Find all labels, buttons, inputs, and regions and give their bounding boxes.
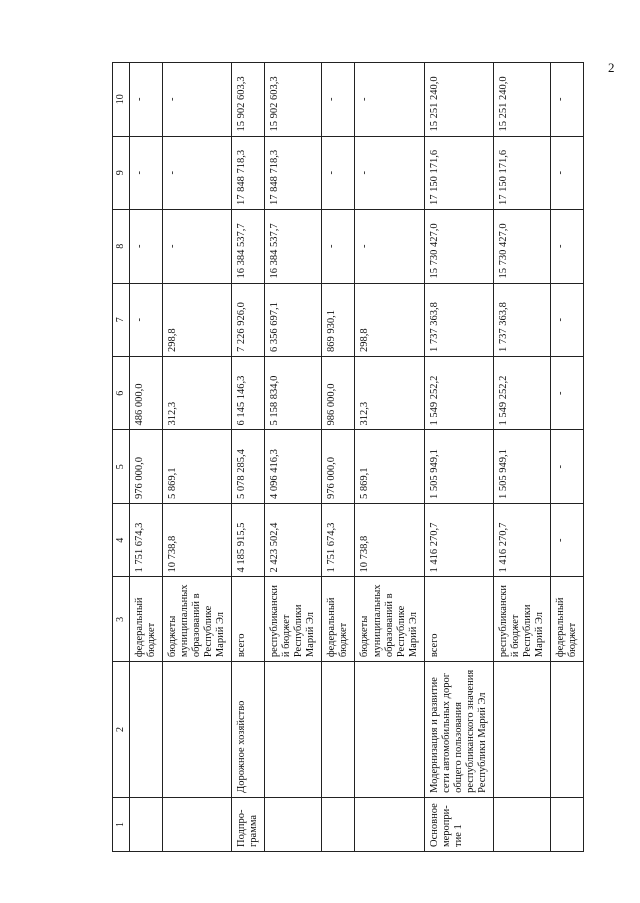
cell-program-name: Дорожное хозяйство: [231, 662, 264, 798]
cell-program-type: [162, 797, 231, 851]
budget-table: [112, 62, 584, 852]
cell-amount: -: [129, 136, 162, 209]
cell-amount: 6 356 697,1: [265, 283, 322, 356]
cell-amount: 15 730 427,0: [494, 210, 551, 283]
cell-funding-source: федеральный бюджет: [322, 577, 355, 662]
cell-amount: 1 549 252,2: [424, 357, 493, 430]
cell-amount: 15 730 427,0: [424, 210, 493, 283]
cell-amount: 4 185 915,5: [231, 503, 264, 576]
cell-amount: 298,8: [162, 283, 231, 356]
cell-amount: -: [162, 136, 231, 209]
cell-amount: -: [355, 210, 424, 283]
cell-program-name: Модернизация и развитие сети автомобильных дорог общего пользования республиканского значения Республики Марий Эл: [424, 662, 493, 798]
cell-funding-source: бюджеты муниципальных образований в Республике Марий Эл: [355, 577, 424, 662]
cell-amount: 5 869,1: [355, 430, 424, 503]
table-row: [231, 63, 264, 852]
cell-amount: 312,3: [162, 357, 231, 430]
header-cell: 7: [113, 283, 130, 356]
cell-amount: -: [551, 210, 584, 283]
header-cell: 5: [113, 430, 130, 503]
cell-amount: -: [129, 283, 162, 356]
cell-amount: 5 078 285,4: [231, 430, 264, 503]
cell-amount: -: [322, 136, 355, 209]
cell-amount: -: [551, 136, 584, 209]
cell-amount: -: [162, 63, 231, 137]
cell-amount: -: [322, 63, 355, 137]
cell-amount: 298,8: [355, 283, 424, 356]
cell-amount: -: [551, 503, 584, 576]
cell-amount: 312,3: [355, 357, 424, 430]
cell-program-name: [265, 662, 322, 798]
cell-amount: -: [551, 283, 584, 356]
table-row: [265, 63, 322, 852]
cell-amount: 7 226 926,0: [231, 283, 264, 356]
table-row: [162, 63, 231, 852]
cell-amount: -: [129, 210, 162, 283]
cell-program-type: [129, 797, 162, 851]
cell-amount: 1 751 674,3: [129, 503, 162, 576]
table-row: [551, 63, 584, 852]
cell-amount: 16 384 537,7: [231, 210, 264, 283]
cell-amount: 1 751 674,3: [322, 503, 355, 576]
cell-amount: 10 738,8: [162, 503, 231, 576]
header-cell: 9: [113, 136, 130, 209]
cell-amount: -: [322, 210, 355, 283]
header-cell: 6: [113, 357, 130, 430]
header-cell: 8: [113, 210, 130, 283]
header-cell: 3: [113, 577, 130, 662]
cell-amount: 1 416 270,7: [424, 503, 493, 576]
cell-amount: -: [355, 136, 424, 209]
cell-program-type: Основное меропри- тие 1: [424, 797, 493, 851]
cell-program-name: [129, 662, 162, 798]
cell-amount: -: [162, 210, 231, 283]
cell-amount: -: [551, 357, 584, 430]
budget-table-sheet: [112, 62, 632, 852]
cell-program-type: [494, 797, 551, 851]
table-row: [322, 63, 355, 852]
cell-program-type: [265, 797, 322, 851]
table-row: [355, 63, 424, 852]
cell-funding-source: федеральный бюджет: [129, 577, 162, 662]
cell-program-name: [322, 662, 355, 798]
cell-amount: 869 930,1: [322, 283, 355, 356]
cell-amount: 2 423 502,4: [265, 503, 322, 576]
cell-program-type: [322, 797, 355, 851]
cell-amount: 5 869,1: [162, 430, 231, 503]
cell-program-type: [355, 797, 424, 851]
cell-amount: -: [551, 63, 584, 137]
cell-amount: 4 096 416,3: [265, 430, 322, 503]
cell-amount: 1 737 363,8: [494, 283, 551, 356]
table-row: [494, 63, 551, 852]
cell-amount: 1 416 270,7: [494, 503, 551, 576]
cell-amount: 1 505 949,1: [424, 430, 493, 503]
page-number: 2: [608, 60, 615, 75]
cell-amount: 1 505 949,1: [494, 430, 551, 503]
cell-amount: 17 150 171,6: [424, 136, 493, 209]
cell-program-type: Подпро- грамма: [231, 797, 264, 851]
cell-amount: 6 145 146,3: [231, 357, 264, 430]
header-cell: 1: [113, 797, 130, 851]
cell-amount: 486 000,0: [129, 357, 162, 430]
cell-program-name: [162, 662, 231, 798]
table-row: [129, 63, 162, 852]
cell-amount: -: [355, 63, 424, 137]
table-row: [424, 63, 493, 852]
header-cell: 2: [113, 662, 130, 798]
cell-program-name: [355, 662, 424, 798]
cell-program-name: [494, 662, 551, 798]
cell-amount: 1 737 363,8: [424, 283, 493, 356]
cell-amount: 15 251 240,0: [424, 63, 493, 137]
cell-amount: 15 251 240,0: [494, 63, 551, 137]
header-cell: 10: [113, 63, 130, 137]
cell-amount: -: [129, 63, 162, 137]
cell-program-type: [551, 797, 584, 851]
cell-amount: 17 150 171,6: [494, 136, 551, 209]
cell-amount: 17 848 718,3: [265, 136, 322, 209]
cell-amount: 986 000,0: [322, 357, 355, 430]
cell-funding-source: республиканский бюджет Республики Марий Эл: [494, 577, 551, 662]
cell-amount: 15 902 603,3: [265, 63, 322, 137]
cell-amount: 976 000,0: [129, 430, 162, 503]
cell-funding-source: всего: [231, 577, 264, 662]
cell-funding-source: бюджеты муниципальных образований в Республике Марий Эл: [162, 577, 231, 662]
cell-amount: -: [551, 430, 584, 503]
cell-funding-source: федеральный бюджет: [551, 577, 584, 662]
cell-program-name: [551, 662, 584, 798]
cell-amount: 5 158 834,0: [265, 357, 322, 430]
cell-amount: 1 549 252,2: [494, 357, 551, 430]
cell-amount: 17 848 718,3: [231, 136, 264, 209]
cell-amount: 10 738,8: [355, 503, 424, 576]
cell-amount: 15 902 603,3: [231, 63, 264, 137]
cell-amount: 16 384 537,7: [265, 210, 322, 283]
cell-funding-source: всего: [424, 577, 493, 662]
cell-amount: 976 000,0: [322, 430, 355, 503]
cell-funding-source: республиканский бюджет Республики Марий Эл: [265, 577, 322, 662]
header-cell: 4: [113, 503, 130, 576]
table-body: [129, 63, 584, 852]
table-header-row: [113, 63, 130, 852]
